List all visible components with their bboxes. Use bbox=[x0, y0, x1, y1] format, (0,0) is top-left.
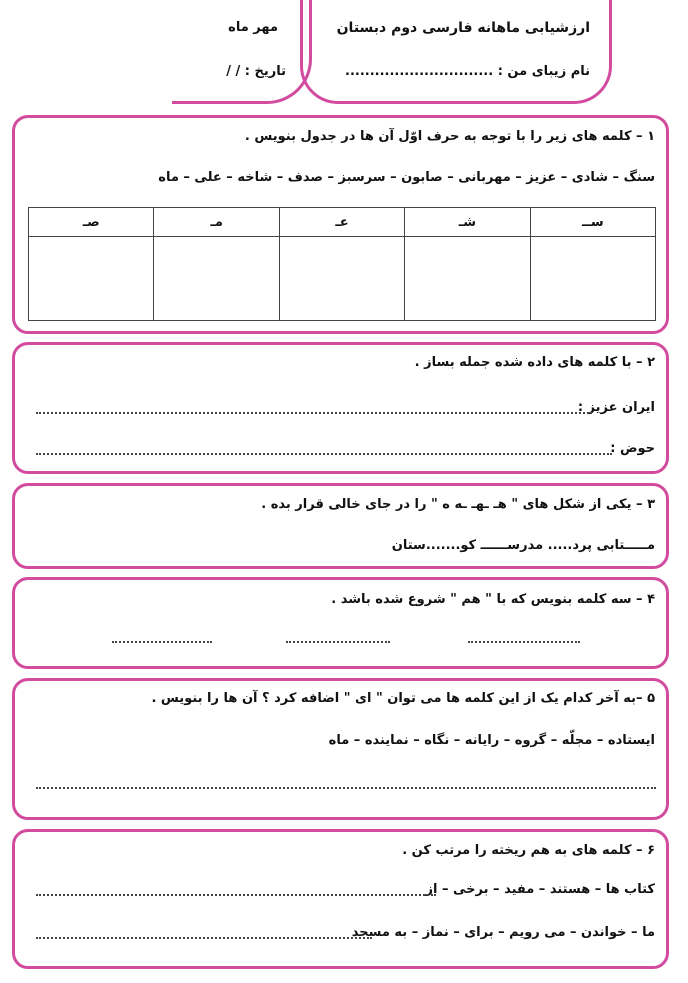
name-label: نام زیبای من : .............................. bbox=[345, 64, 590, 79]
answer-line[interactable] bbox=[468, 641, 580, 643]
answer-cell[interactable] bbox=[154, 237, 279, 321]
answer-line[interactable] bbox=[286, 641, 390, 643]
question-1-words: سنگ – شادی – عزیز – مهربانی – صابون – سرسبز – صدف – شاخه – علی – ماه bbox=[158, 170, 655, 185]
question-1-prompt: ۱ – کلمه های زیر را با توجه به حرف اوّل آن ها در جدول بنویس . bbox=[244, 129, 655, 144]
column-header: مـ bbox=[154, 208, 279, 237]
column-header: ســ bbox=[530, 208, 655, 237]
answer-line[interactable] bbox=[36, 937, 372, 939]
worksheet-title: ارزشیابی ماهانه فارسی دوم دبستان bbox=[336, 20, 590, 36]
question-3-prompt: ۳ – یکی از شکل های " هـ ـهـ ـه ه " را در جای خالی قرار بده . bbox=[261, 497, 655, 512]
question-6-item-1: کتاب ها – هستند – مفید – برخی – از bbox=[425, 882, 655, 897]
month-label: مهر ماه bbox=[228, 20, 278, 35]
answer-cell[interactable] bbox=[405, 237, 530, 321]
question-5-words: ایستاده – مجلّه – گروه – رایانه – نگاه – نماینده – ماه bbox=[328, 733, 655, 748]
question-1-table bbox=[28, 207, 656, 321]
answer-cell[interactable] bbox=[29, 237, 154, 321]
column-header: صـ bbox=[29, 208, 154, 237]
question-3-box bbox=[12, 483, 669, 569]
question-4-prompt: ۴ – سه کلمه بنویس که با " هم " شروع شده باشد . bbox=[331, 592, 655, 607]
answer-line[interactable] bbox=[36, 894, 436, 896]
question-6-item-2: ما – خواندن – می رویم – برای – نماز – به مسجد bbox=[351, 925, 655, 940]
answer-cell[interactable] bbox=[530, 237, 655, 321]
question-2-prompt: ۲ – با کلمه های داده شده جمله بساز . bbox=[414, 355, 655, 370]
question-2-item-1: ایران عزیز : bbox=[577, 400, 655, 415]
header-date-frame bbox=[172, 0, 312, 104]
question-4-box bbox=[12, 577, 669, 669]
column-header: عـ bbox=[279, 208, 404, 237]
answer-line[interactable] bbox=[36, 453, 612, 455]
question-3-words: مـــــتابی پرد..... مدرســــــ کو.......ستان bbox=[391, 538, 655, 553]
answer-line[interactable] bbox=[36, 787, 656, 789]
date-label: تاریخ : / / bbox=[226, 64, 286, 79]
question-6-prompt: ۶ – کلمه های به هم ریخته را مرتب کن . bbox=[402, 843, 655, 858]
answer-line[interactable] bbox=[36, 412, 592, 414]
header-frame bbox=[300, 0, 612, 104]
answer-line[interactable] bbox=[112, 641, 212, 643]
question-5-prompt: ۵ –به آخر کدام یک از این کلمه ها می توان " ای " اضافه کرد ؟ آن ها را بنویس . bbox=[151, 691, 655, 706]
question-2-item-2: حوض : bbox=[610, 441, 655, 456]
answer-cell[interactable] bbox=[279, 237, 404, 321]
column-header: شـ bbox=[405, 208, 530, 237]
